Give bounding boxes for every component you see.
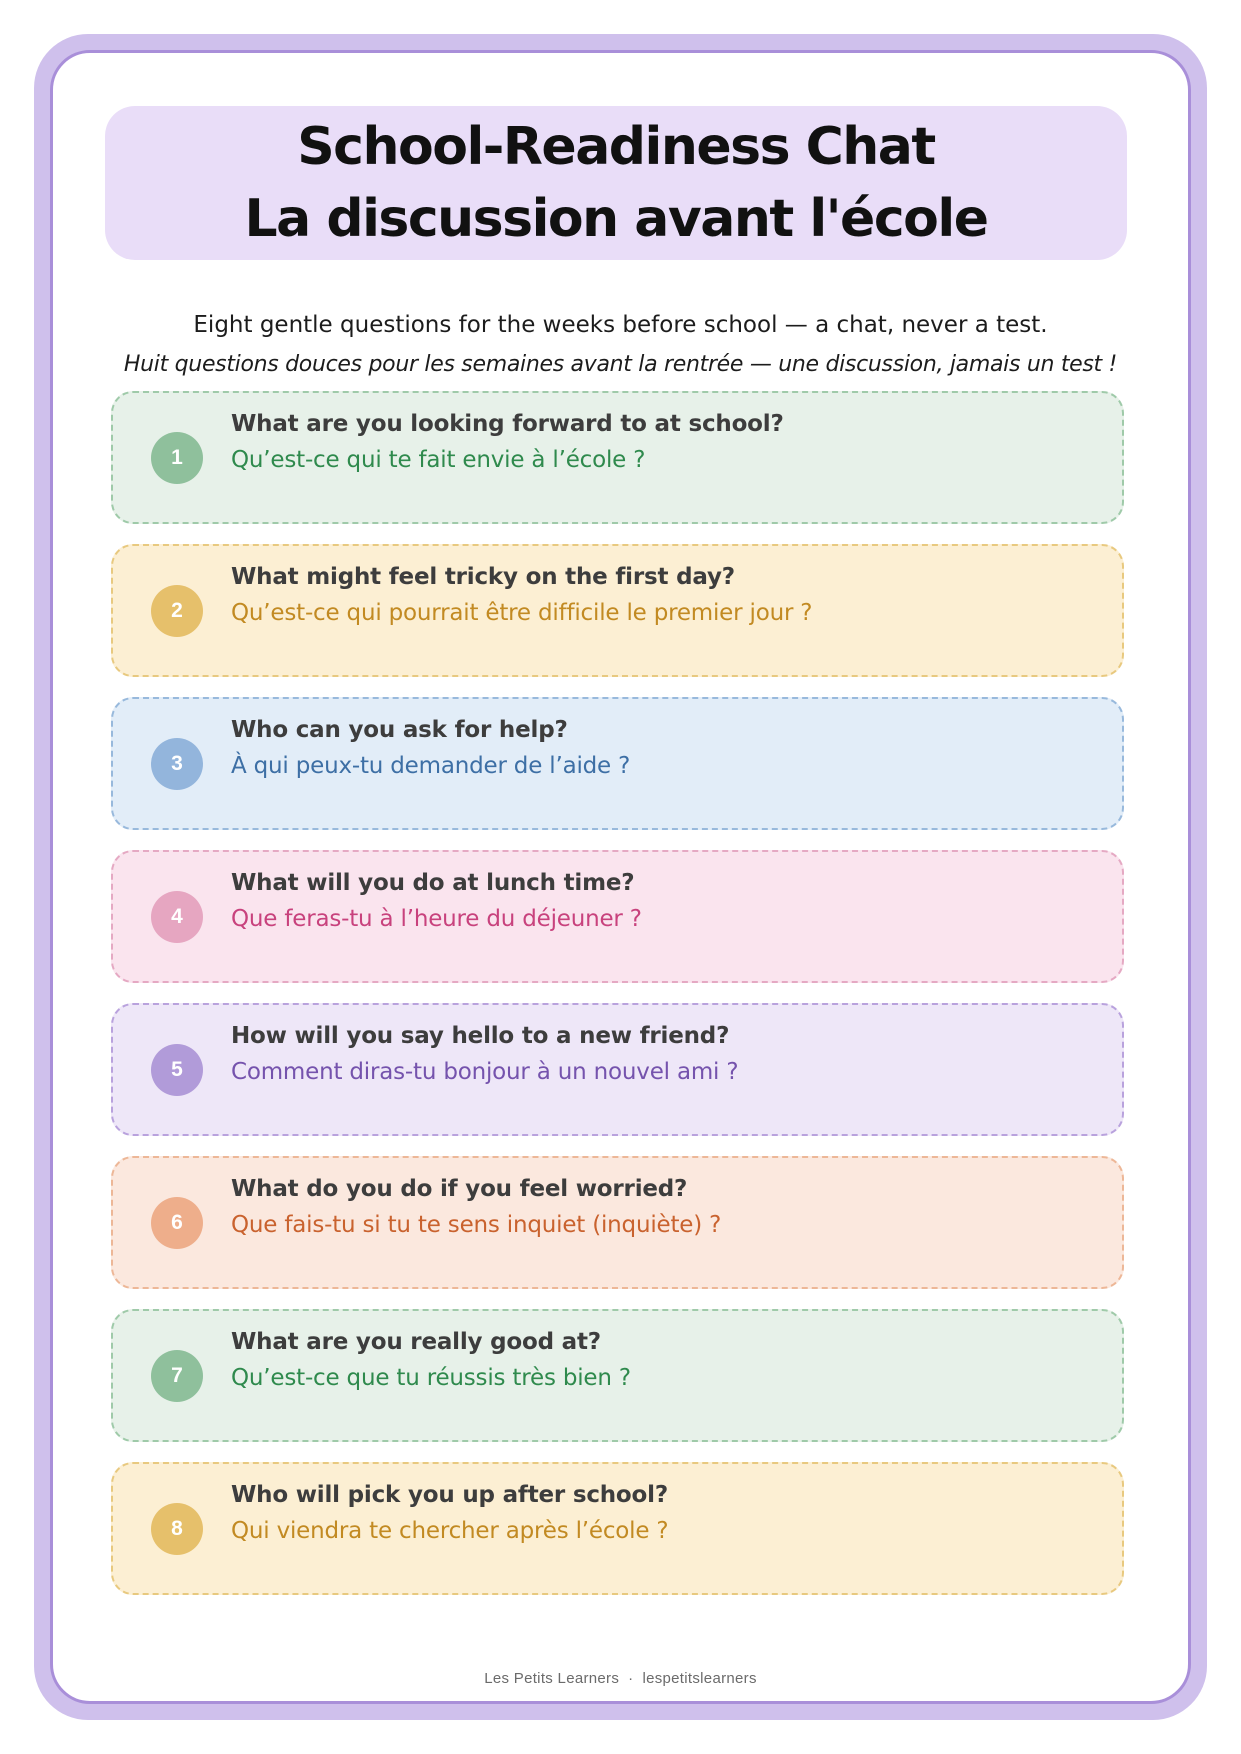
question-card-6 — [111, 1156, 1124, 1289]
question-english: What will you do at lunch time? — [231, 870, 635, 896]
question-english: Who will pick you up after school? — [231, 1482, 668, 1508]
question-english: What do you do if you feel worried? — [231, 1176, 688, 1202]
title-english: School-Readiness Chat — [297, 117, 935, 177]
question-french: Qu’est-ce qui te fait envie à l’école ? — [231, 447, 646, 473]
question-french: Qu’est-ce qui pourrait être difficile le premier jour ? — [231, 600, 813, 626]
number-badge: 1 — [151, 432, 203, 484]
number-badge: 7 — [151, 1350, 203, 1402]
number-badge: 6 — [151, 1197, 203, 1249]
intro-french: Huit questions douces pour les semaines avant la rentrée — une discussion, jamais un test ! — [123, 352, 1118, 377]
question-french: Qu’est-ce que tu réussis très bien ? — [231, 1365, 631, 1391]
question-list — [111, 391, 1124, 1615]
footer — [53, 1670, 1188, 1687]
worksheet-card — [50, 50, 1191, 1704]
question-card-4 — [111, 850, 1124, 983]
title-banner — [105, 106, 1127, 260]
question-card-3 — [111, 697, 1124, 830]
question-english: What are you really good at? — [231, 1329, 601, 1355]
footer-handle: lespetitslearners — [642, 1670, 757, 1687]
number-badge: 2 — [151, 585, 203, 637]
title-french: La discussion avant l'école — [244, 189, 988, 249]
question-english: Who can you ask for help? — [231, 717, 568, 743]
question-card-7 — [111, 1309, 1124, 1442]
page-frame — [34, 34, 1207, 1720]
question-french: Que fais-tu si tu te sens inquiet (inquiète) ? — [231, 1212, 722, 1238]
footer-separator: · — [628, 1670, 634, 1687]
question-card-8 — [111, 1462, 1124, 1595]
question-card-1 — [111, 391, 1124, 524]
footer-brand: Les Petits Learners — [484, 1670, 620, 1687]
number-badge: 4 — [151, 891, 203, 943]
number-badge: 5 — [151, 1044, 203, 1096]
question-french: Que feras-tu à l’heure du déjeuner ? — [231, 906, 642, 932]
question-english: What are you looking forward to at school? — [231, 411, 784, 437]
number-badge: 8 — [151, 1503, 203, 1555]
question-english: How will you say hello to a new friend? — [231, 1023, 730, 1049]
number-badge: 3 — [151, 738, 203, 790]
intro-english: Eight gentle questions for the weeks before school — a chat, never a test. — [193, 312, 1048, 338]
question-french: Comment diras-tu bonjour à un nouvel ami ? — [231, 1059, 739, 1085]
question-card-5 — [111, 1003, 1124, 1136]
intro-text — [53, 305, 1188, 385]
question-french: Qui viendra te chercher après l’école ? — [231, 1518, 669, 1544]
question-card-2 — [111, 544, 1124, 677]
question-french: À qui peux-tu demander de l’aide ? — [231, 753, 631, 779]
question-english: What might feel tricky on the first day? — [231, 564, 735, 590]
